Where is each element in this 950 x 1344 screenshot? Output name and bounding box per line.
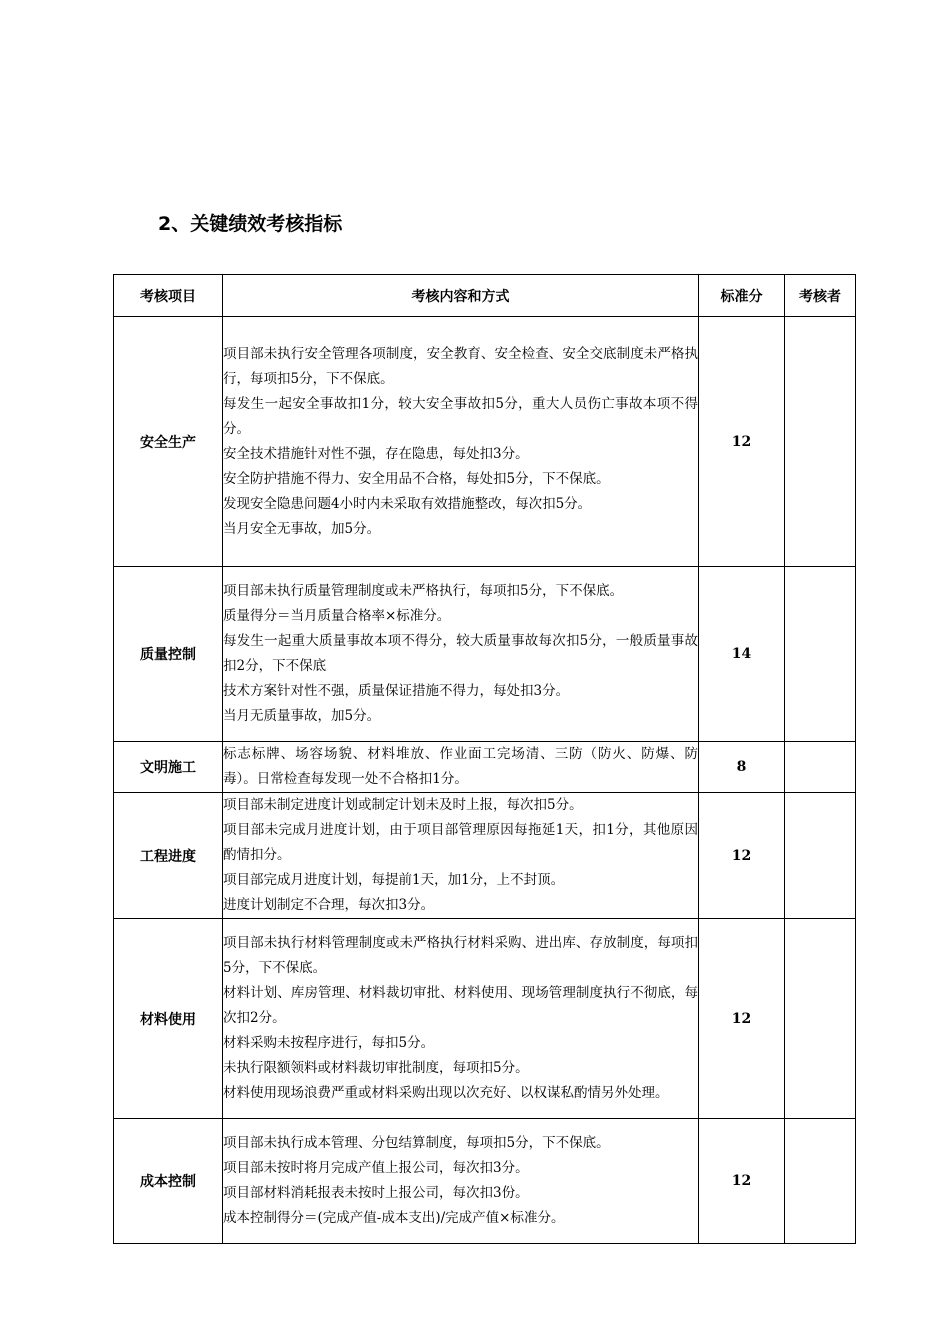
content-line: 项目部未执行安全管理各项制度，安全教育、安全检查、安全交底制度未严格执行，每项扣5分，下不保底。 bbox=[223, 345, 698, 387]
header-reviewer: 考核者 bbox=[785, 275, 856, 317]
kpi-table bbox=[113, 274, 856, 1244]
content-line: 材料采购未按程序进行，每扣5分。 bbox=[223, 1035, 435, 1051]
row-score: 12 bbox=[699, 1119, 785, 1244]
row-content bbox=[223, 567, 699, 742]
row-item: 材料使用 bbox=[114, 919, 223, 1119]
row-score: 12 bbox=[699, 317, 785, 567]
content-line: 当月无质量事故，加5分。 bbox=[223, 708, 381, 724]
row-item: 成本控制 bbox=[114, 1119, 223, 1244]
table-row bbox=[114, 317, 856, 567]
table-row bbox=[114, 742, 856, 793]
content-line: 项目部未执行质量管理制度或未严格执行，每项扣5分，下不保底。 bbox=[223, 583, 624, 599]
header-content: 考核内容和方式 bbox=[223, 275, 699, 317]
content-line: 未执行限额领料或材料裁切审批制度，每项扣5分。 bbox=[223, 1060, 529, 1076]
row-content bbox=[223, 742, 699, 793]
table-row bbox=[114, 1119, 856, 1244]
row-score: 8 bbox=[699, 742, 785, 793]
row-item: 质量控制 bbox=[114, 567, 223, 742]
table-row bbox=[114, 919, 856, 1119]
content-line: 项目部完成月进度计划，每提前1天，加1分，上不封顶。 bbox=[223, 872, 565, 888]
content-line: 项目部未制定进度计划或制定计划未及时上报，每次扣5分。 bbox=[223, 797, 583, 813]
table-row bbox=[114, 567, 856, 742]
table-header-row bbox=[114, 275, 856, 317]
content-line: 每发生一起重大质量事故本项不得分，较大质量事故每次扣5分，一般质量事故扣2分，下不保底 bbox=[223, 633, 698, 674]
content-line: 项目部未执行成本管理、分包结算制度，每项扣5分，下不保底。 bbox=[223, 1135, 610, 1151]
content-line: 项目部未按时将月完成产值上报公司，每次扣3分。 bbox=[223, 1160, 529, 1176]
content-line: 成本控制得分＝(完成产值-成本支出)/完成产值×标准分。 bbox=[223, 1210, 565, 1226]
content-line: 技术方案针对性不强，质量保证措施不得力，每处扣3分。 bbox=[223, 683, 570, 699]
content-line: 安全防护措施不得力、安全用品不合格，每处扣5分，下不保底。 bbox=[223, 470, 610, 487]
header-item: 考核项目 bbox=[114, 275, 223, 317]
row-reviewer bbox=[785, 1119, 856, 1244]
content-line: 质量得分＝当月质量合格率×标准分。 bbox=[223, 608, 451, 624]
row-item: 安全生产 bbox=[114, 317, 223, 567]
row-reviewer bbox=[785, 919, 856, 1119]
row-score: 14 bbox=[699, 567, 785, 742]
content-line: 项目部材料消耗报表未按时上报公司，每次扣3份。 bbox=[223, 1185, 529, 1201]
row-content bbox=[223, 317, 699, 567]
row-reviewer bbox=[785, 317, 856, 567]
content-line: 材料计划、库房管理、材料裁切审批、材料使用、现场管理制度执行不彻底，每次扣2分。 bbox=[223, 985, 698, 1026]
row-reviewer bbox=[785, 793, 856, 919]
row-item: 文明施工 bbox=[114, 742, 223, 793]
content-line: 每发生一起安全事故扣1分，较大安全事故扣5分，重大人员伤亡事故本项不得分。 bbox=[223, 395, 698, 437]
content-line: 项目部未完成月进度计划，由于项目部管理原因每拖延1天，扣1分，其他原因酌情扣分。 bbox=[223, 822, 698, 863]
content-line: 项目部未执行材料管理制度或未严格执行材料采购、进出库、存放制度，每项扣5分，下不保底。 bbox=[223, 935, 698, 976]
row-reviewer bbox=[785, 742, 856, 793]
content-line: 发现安全隐患问题4小时内未采取有效措施整改，每次扣5分。 bbox=[223, 495, 592, 512]
row-content bbox=[223, 919, 699, 1119]
row-score: 12 bbox=[699, 919, 785, 1119]
header-score: 标准分 bbox=[699, 275, 785, 317]
content-line: 材料使用现场浪费严重或材料采购出现以次充好、以权谋私酌情另外处理。 bbox=[223, 1085, 669, 1101]
row-score: 12 bbox=[699, 793, 785, 919]
section-heading: 2、关键绩效考核指标 bbox=[158, 213, 343, 235]
content-line: 当月安全无事故，加5分。 bbox=[223, 520, 381, 537]
table-row bbox=[114, 793, 856, 919]
content-line: 进度计划制定不合理，每次扣3分。 bbox=[223, 897, 435, 913]
row-content bbox=[223, 1119, 699, 1244]
row-content bbox=[223, 793, 699, 919]
row-item: 工程进度 bbox=[114, 793, 223, 919]
content-line: 标志标牌、场容场貌、材料堆放、作业面工完场清、三防（防火、防爆、防毒）。日常检查每发现一处不合格扣1分。 bbox=[223, 746, 698, 787]
content-line: 安全技术措施针对性不强，存在隐患，每处扣3分。 bbox=[223, 445, 529, 462]
row-reviewer bbox=[785, 567, 856, 742]
